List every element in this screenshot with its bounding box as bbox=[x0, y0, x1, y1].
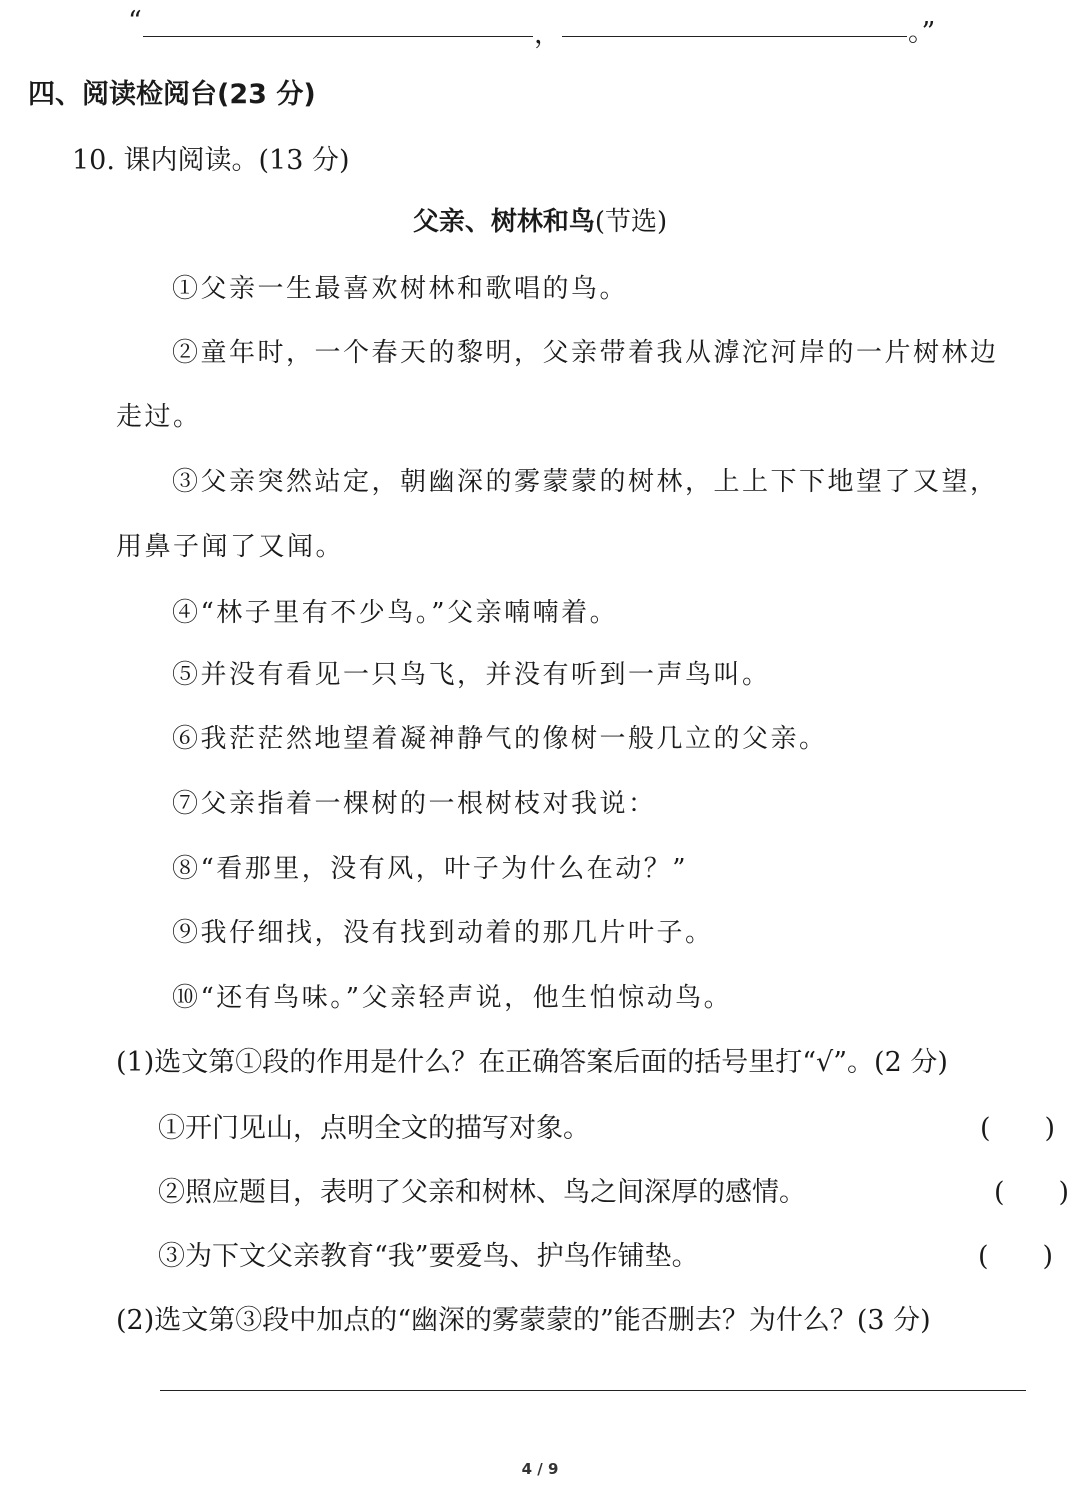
paragraph-2-cont: 走过。 bbox=[116, 402, 202, 432]
open-quote: “ bbox=[128, 6, 142, 37]
subquestion-1: (1)选文第①段的作用是什么？在正确答案后面的括号里打“√”。(2 分) bbox=[116, 1047, 948, 1078]
option-3: ③为下文父亲教育“我”要爱鸟、护鸟作铺垫。 bbox=[158, 1241, 699, 1272]
article-title-note: (节选) bbox=[594, 207, 668, 237]
paragraph-5: ⑤并没有看见一只鸟飞，并没有听到一声鸟叫。 bbox=[172, 660, 771, 690]
paragraph-1: ①父亲一生最喜欢树林和歌唱的鸟。 bbox=[172, 274, 629, 304]
article-title-text: 父亲、树林和鸟 bbox=[412, 207, 595, 237]
paragraph-6: ⑥我茫茫然地望着凝神静气的像树一般几立的父亲。 bbox=[172, 724, 828, 754]
option-1: ①开门见山，点明全文的描写对象。 bbox=[158, 1113, 590, 1144]
page-number: 4 / 9 bbox=[521, 1460, 559, 1478]
section-title: 四、阅读检阅台(23 分) bbox=[28, 79, 316, 110]
paragraph-4: ④“林子里有不少鸟。”父亲喃喃着。 bbox=[172, 598, 619, 628]
article-title bbox=[0, 201, 1080, 238]
comma: ， bbox=[534, 19, 561, 50]
paragraph-2: ②童年时，一个春天的黎明，父亲带着我从滹沱河岸的一片树林边 bbox=[172, 338, 999, 368]
subquestion-2: (2)选文第③段中加点的“幽深的雾蒙蒙的”能否删去？为什么？(3 分) bbox=[116, 1305, 931, 1336]
answer-line[interactable] bbox=[160, 1390, 1026, 1391]
answer-blank[interactable] bbox=[562, 36, 907, 37]
question-10-label: 10. 课内阅读。(13 分) bbox=[72, 145, 350, 176]
answer-blank[interactable] bbox=[143, 36, 533, 37]
paragraph-8: ⑧“看那里，没有风，叶子为什么在动？” bbox=[172, 854, 689, 884]
paragraph-9: ⑨我仔细找，没有找到动着的那几片叶子。 bbox=[172, 918, 714, 948]
paragraph-10: ⑩“还有鸟味。”父亲轻声说，他生怕惊动鸟。 bbox=[172, 983, 733, 1013]
paragraph-3-cont: 用鼻子闻了又闻。 bbox=[116, 532, 345, 562]
option-2: ②照应题目，表明了父亲和树林、鸟之间深厚的感情。 bbox=[158, 1177, 806, 1208]
period-quote: 。” bbox=[908, 17, 936, 48]
option-2-answer-paren[interactable]: ( ) bbox=[994, 1177, 1070, 1208]
option-1-answer-paren[interactable]: ( ) bbox=[980, 1113, 1056, 1144]
paragraph-7: ⑦父亲指着一棵树的一根树枝对我说： bbox=[172, 789, 657, 819]
option-3-answer-paren[interactable]: ( ) bbox=[978, 1241, 1054, 1272]
paragraph-3: ③父亲突然站定，朝幽深的雾蒙蒙的树林，上上下下地望了又望， bbox=[172, 467, 999, 497]
